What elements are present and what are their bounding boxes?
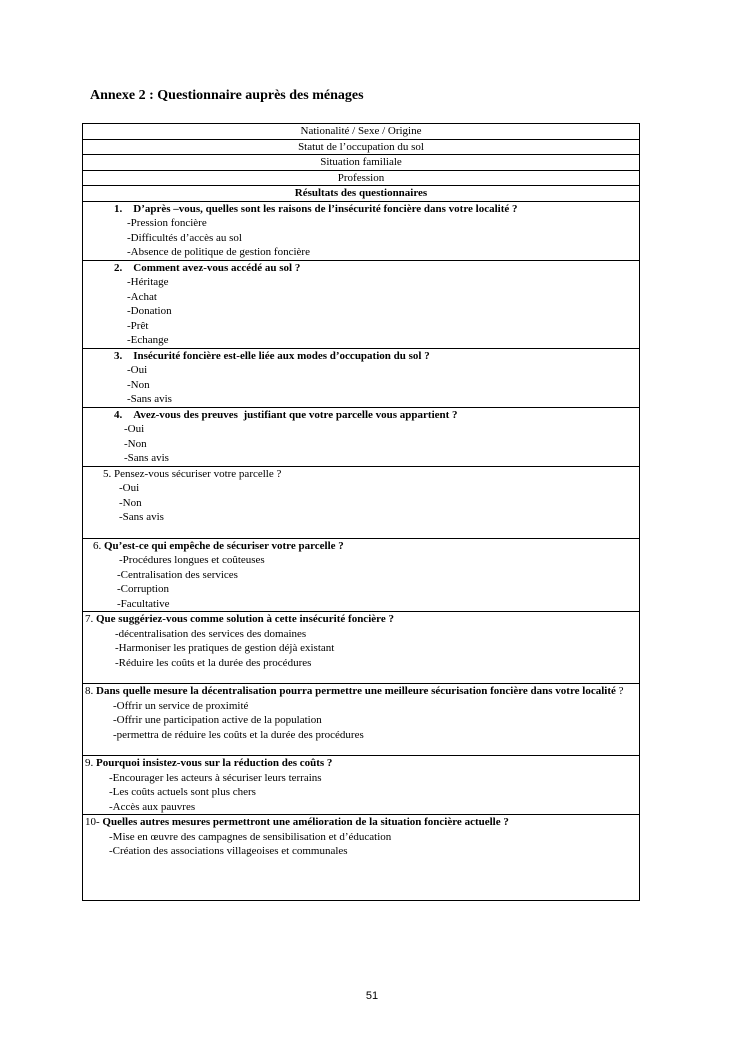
question-text: Que suggériez-vous comme solution à cette insécurité foncière ? xyxy=(96,613,394,625)
header-nationalite: Nationalité / Sexe / Origine xyxy=(83,124,640,140)
question-number: 6. xyxy=(93,539,102,552)
question-row xyxy=(83,260,640,348)
option: -décentralisation des services des domaines xyxy=(115,627,307,640)
question-row xyxy=(83,407,640,466)
question-text: D’après –vous, quelles sont les raisons de l’insécurité foncière dans votre localité ? xyxy=(133,202,518,215)
question-6 xyxy=(85,539,637,554)
question-row xyxy=(83,684,640,756)
question-text: Dans quelle mesure la décentralisation pourra permettre une meilleure sécurisation foncière dans votre localité xyxy=(96,685,616,697)
question-row xyxy=(83,201,640,260)
option: -Non xyxy=(119,496,142,509)
header-row xyxy=(83,170,640,186)
question-1 xyxy=(85,202,637,217)
option: -Prêt xyxy=(127,319,149,332)
header-row xyxy=(83,139,640,155)
question-row xyxy=(83,612,640,684)
question-number: 5. xyxy=(103,467,112,480)
question-number: 7. xyxy=(85,613,94,625)
question-8 xyxy=(85,684,637,699)
question-row xyxy=(83,348,640,407)
option: -Les coûts actuels sont plus chers xyxy=(109,786,256,798)
question-4 xyxy=(85,408,637,423)
question-number: 2. xyxy=(114,261,123,274)
option: -Facultative xyxy=(117,597,170,610)
question-text: Avez-vous des preuves justifiant que votre parcelle vous appartient ? xyxy=(133,408,458,421)
question-9 xyxy=(85,756,637,771)
question-number: 9. xyxy=(85,757,94,769)
option: -Héritage xyxy=(127,276,169,288)
option: -Offrir une participation active de la population xyxy=(113,714,322,726)
question-10 xyxy=(85,815,637,830)
option: -Non xyxy=(127,378,150,391)
option: -Mise en œuvre des campagnes de sensibilisation et d’éducation xyxy=(109,830,392,843)
option: -Oui xyxy=(127,364,148,376)
question-2 xyxy=(85,261,637,276)
option: -Sans avis xyxy=(127,393,172,405)
option: -Absence de politique de gestion foncière xyxy=(127,246,310,258)
header-row xyxy=(83,155,640,171)
question-row xyxy=(83,538,640,612)
question-5 xyxy=(85,467,637,482)
page-number: 51 xyxy=(365,990,379,1002)
option: -Achat xyxy=(127,290,157,303)
option: -Procédures longues et coûteuses xyxy=(119,554,265,566)
option: -Centralisation des services xyxy=(117,568,238,581)
question-number: 10- xyxy=(85,816,100,828)
results-header-row xyxy=(83,186,640,202)
option: -Création des associations villageoises et communales xyxy=(109,845,348,857)
option: -Echange xyxy=(127,334,169,346)
header-situation: Situation familiale xyxy=(83,155,640,171)
option: -Accès aux pauvres xyxy=(109,800,196,813)
option: -Oui xyxy=(119,482,140,494)
questionnaire-table xyxy=(82,123,640,901)
header-profession: Profession xyxy=(83,170,640,186)
question-text: Qu’est-ce qui empêche de sécuriser votre parcelle ? xyxy=(104,539,344,552)
header-statut: Statut de l’occupation du sol xyxy=(83,139,640,155)
question-number: 4. xyxy=(114,408,123,421)
header-row xyxy=(83,124,640,140)
question-number: 8. xyxy=(85,685,94,697)
option: -Sans avis xyxy=(124,452,169,464)
option: -Non xyxy=(124,437,147,450)
question-text: Pensez-vous sécuriser votre parcelle ? xyxy=(114,467,282,480)
question-3 xyxy=(85,349,637,364)
option: -permettra de réduire les coûts et la durée des procédures xyxy=(113,728,364,741)
question-number: 3. xyxy=(114,349,123,362)
option: -Corruption xyxy=(117,583,169,595)
question-row xyxy=(83,466,640,538)
question-text: Quelles autres mesures permettront une amélioration de la situation foncière actuelle ? xyxy=(102,816,509,828)
option: -Réduire les coûts et la durée des procédures xyxy=(115,656,312,669)
option: -Encourager les acteurs à sécuriser leurs terrains xyxy=(109,771,322,784)
option: -Oui xyxy=(124,423,145,435)
option: -Sans avis xyxy=(119,511,164,523)
question-mark: ? xyxy=(615,685,624,697)
question-7 xyxy=(85,612,637,627)
option: -Donation xyxy=(127,305,172,317)
option: -Difficultés d’accès au sol xyxy=(127,231,242,244)
question-row xyxy=(83,815,640,901)
option: -Harmoniser les pratiques de gestion déjà existant xyxy=(115,642,335,654)
question-text: Insécurité foncière est-elle liée aux modes d’occupation du sol ? xyxy=(133,349,430,362)
question-text: Pourquoi insistez-vous sur la réduction des coûts ? xyxy=(96,757,333,769)
question-text: Comment avez-vous accédé au sol ? xyxy=(133,261,301,274)
option: -Pression foncière xyxy=(127,217,207,229)
page-title: Annexe 2 : Questionnaire auprès des ménages xyxy=(90,88,364,103)
question-number: 1. xyxy=(114,202,123,215)
question-row xyxy=(83,756,640,815)
option: -Offrir un service de proximité xyxy=(113,699,249,712)
results-header: Résultats des questionnaires xyxy=(83,186,640,202)
